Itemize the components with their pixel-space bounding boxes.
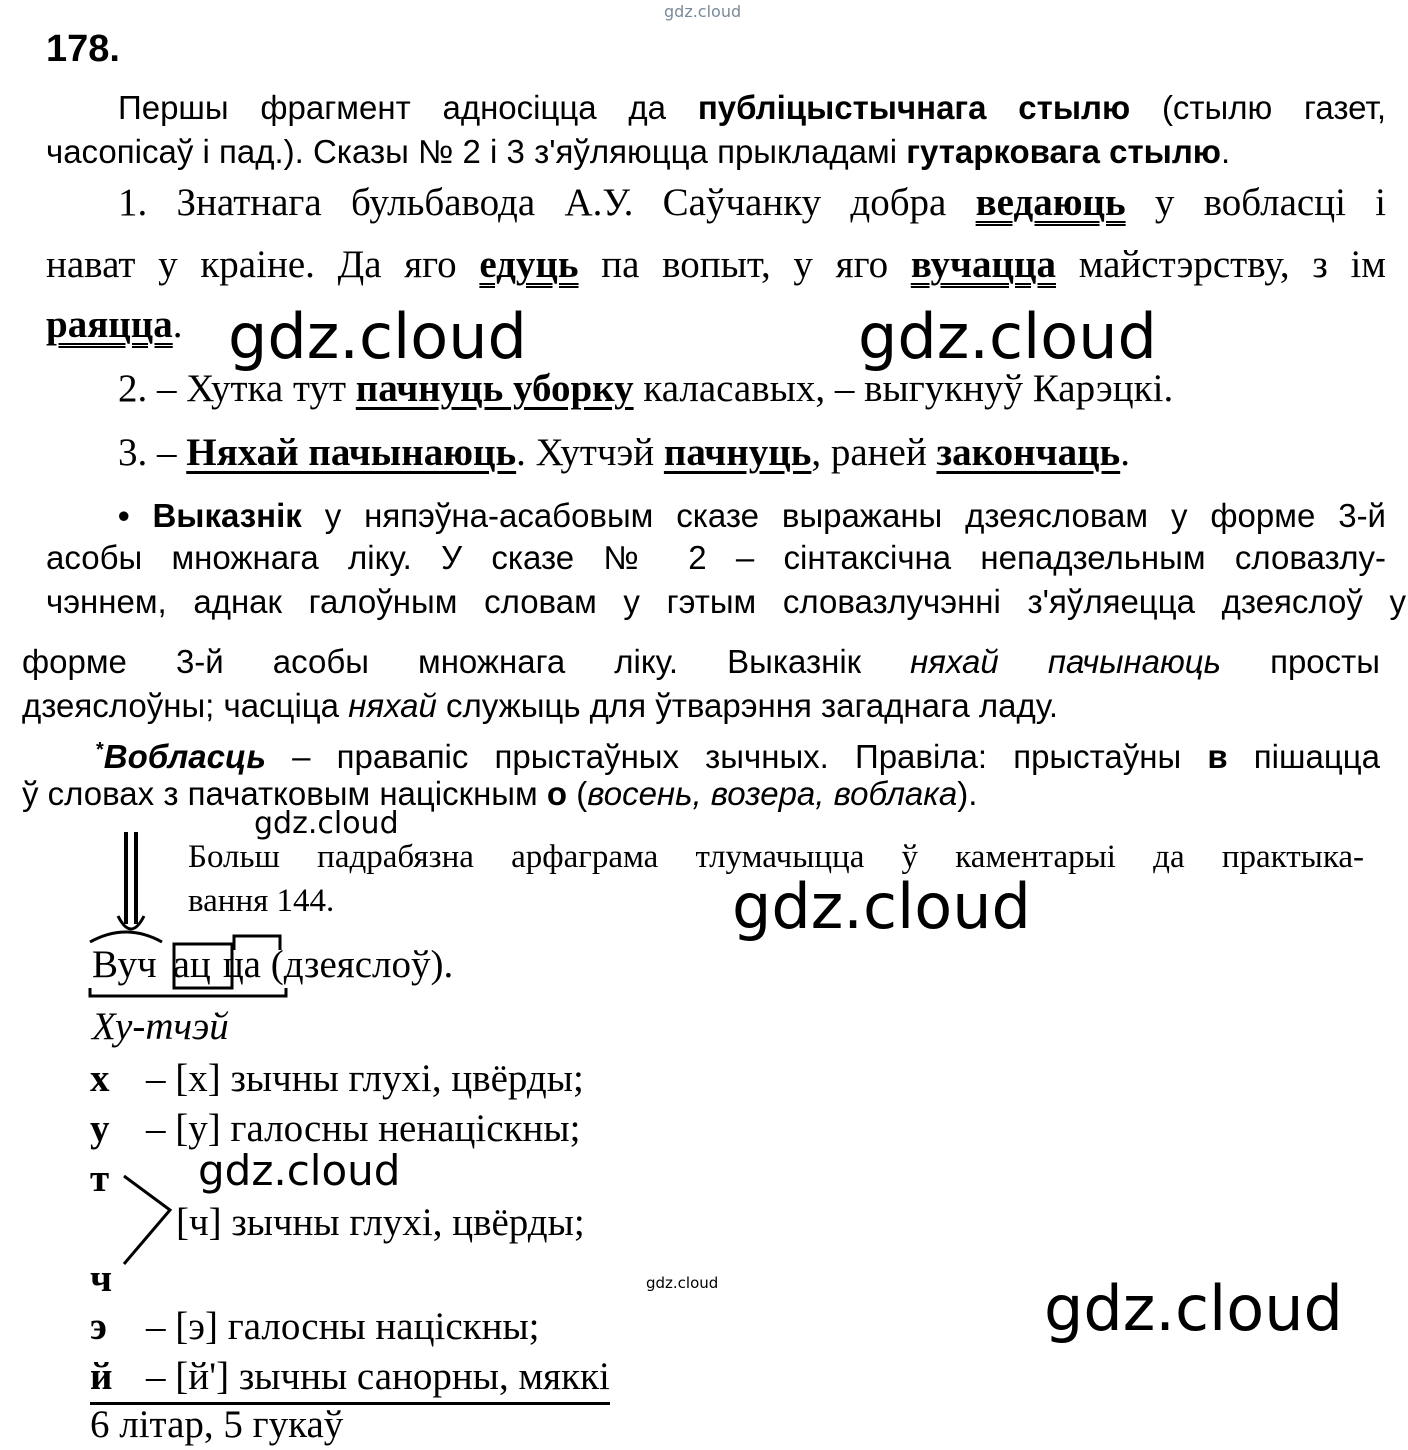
letter: т	[90, 1157, 110, 1200]
ending: ца	[222, 943, 261, 986]
bullet: •	[118, 497, 153, 534]
text: часопісаў і пад.). Сказы № 2 і 3 з'яўляюцца прыкладамі	[46, 133, 907, 170]
root: Вуч	[92, 943, 157, 986]
sentence-2	[118, 364, 1173, 414]
text: пішацца	[1227, 738, 1380, 775]
letter: х	[90, 1057, 110, 1100]
predicate: пачнуць	[663, 431, 812, 474]
predicate: закончаць	[936, 431, 1121, 474]
text: у няпэўна-асабовым сказе выражаны дзеясловам у форме 3-й	[301, 497, 1386, 534]
sentence-1-line-1	[118, 178, 1386, 228]
bracket-connector	[120, 1172, 180, 1272]
predicate: Няхай пачынаюць	[186, 431, 517, 474]
term-oblasts: Вобласць	[103, 738, 266, 775]
text: просты	[1221, 643, 1380, 680]
text: , раней	[811, 431, 937, 474]
text: (дзеяслоў).	[261, 943, 454, 986]
analysis-line-3: чэннем, аднак галоўным словам у гэтым словазлучэнні з'яўляецца дзеяслоў у	[46, 583, 1406, 620]
text: дзеяслоўны; часціца	[22, 687, 349, 724]
phonetic-row	[90, 1352, 610, 1405]
watermark: gdz.cloud	[228, 300, 527, 373]
text: служыць для ўтварэння загаднага ладу.	[436, 687, 1059, 724]
analysis-line-1	[118, 494, 1386, 538]
text: ).	[957, 775, 978, 812]
watermark-top: gdz.cloud	[664, 2, 742, 21]
text: майстэрству, з ім	[1055, 243, 1386, 286]
suffix: ац	[172, 943, 211, 986]
text: .	[1120, 431, 1130, 474]
examples: восень, возера, воблака	[587, 775, 958, 812]
predicate: пачнуць уборку	[355, 367, 634, 410]
syllables: Ху-тчэй	[92, 1005, 229, 1048]
term-publicistic-style: публіцыстычнага стылю	[697, 89, 1131, 126]
text: 1. Знатнага бульбавода А.У. Саўчанку добра	[118, 181, 976, 224]
sound-description: – [х] зычны глухі, цвёрды;	[146, 1057, 584, 1100]
text: Першы фрагмент адносіцца да	[118, 89, 698, 126]
text: .	[172, 303, 183, 346]
text: 2. – Хутка тут	[118, 367, 356, 410]
sound-description: – [й'] зычны санорны, мяккі	[146, 1355, 610, 1398]
phonetic-row	[176, 1198, 585, 1248]
letter-o: о	[546, 775, 568, 812]
term-predicate: Выказнік	[152, 497, 302, 534]
text: каласавых, – выгукнуў Карэцкі.	[633, 367, 1174, 410]
letter-v: в	[1207, 738, 1228, 775]
text: ў словах з пачатковым націскным	[22, 775, 547, 812]
footnote-mark: *	[96, 739, 104, 761]
intro-line-2	[46, 130, 1386, 174]
phonetic-row	[90, 1104, 580, 1154]
sound-description: – [у] галосны ненаціскны;	[146, 1107, 581, 1150]
text: нават у краіне. Да яго	[46, 243, 480, 286]
watermark: gdz.cloud	[1044, 1272, 1343, 1345]
text: . Хутчэй	[516, 431, 664, 474]
watermark: gdz.cloud	[646, 1274, 719, 1292]
text: – правапіс прыстаўных зычных. Правіла: прыстаўны	[265, 738, 1208, 775]
watermark: gdz.cloud	[198, 1146, 401, 1195]
watermark: gdz.cloud	[858, 300, 1157, 373]
example: няхай	[348, 687, 437, 724]
phonetic-summary: 6 літар, 5 гукаў	[90, 1403, 344, 1446]
spelling-line-2	[22, 772, 977, 816]
letter: ч	[90, 1257, 112, 1300]
letter: й	[90, 1355, 113, 1398]
sound-description: – [э] галосны націскны;	[146, 1305, 540, 1348]
predicate: раяцца	[46, 303, 173, 346]
phonetic-row	[90, 1054, 584, 1104]
sound-description: [ч] зычны глухі, цвёрды;	[176, 1201, 585, 1244]
letter: э	[90, 1305, 107, 1348]
analysis-line-5	[22, 684, 1058, 728]
predicate: вучацца	[910, 243, 1056, 286]
exercise-number: 178.	[46, 28, 120, 70]
sentence-1-line-2	[46, 240, 1386, 290]
text: па вопыт, у яго	[578, 243, 911, 286]
watermark: gdz.cloud	[254, 806, 399, 841]
phonetic-row	[90, 1302, 540, 1352]
note-line-2: вання 144.	[188, 883, 335, 919]
predicate: ведаюць	[975, 181, 1126, 224]
note-line-1: Больш падрабязна арфаграма тлумачыцца ў каментарыі да практыка-	[188, 839, 1364, 875]
sentence-3	[118, 428, 1130, 478]
term-colloquial-style: гутарковага стылю	[906, 133, 1221, 170]
text: у вобласці і	[1125, 181, 1386, 224]
analysis-line-4	[22, 640, 1380, 684]
intro-line-1	[118, 86, 1386, 130]
text: 3. –	[118, 431, 187, 474]
text: (стылю газет,	[1130, 89, 1386, 126]
text: .	[1220, 133, 1231, 170]
morpheme-word	[92, 940, 453, 990]
phonetic-row	[90, 1254, 112, 1304]
text: форме 3-й асобы множнага ліку. Выказнік	[22, 643, 911, 680]
text: (	[567, 775, 588, 812]
analysis-line-2: асобы множнага ліку. У сказе № 2 – сінтаксічна непадзельным словазлу-	[46, 539, 1386, 576]
sentence-1-line-3	[46, 300, 182, 350]
letter: у	[90, 1107, 110, 1150]
predicate: едуць	[479, 243, 579, 286]
watermark: gdz.cloud	[732, 870, 1031, 943]
example: няхай пачынаюць	[910, 643, 1222, 680]
phonetic-row	[90, 1154, 109, 1204]
